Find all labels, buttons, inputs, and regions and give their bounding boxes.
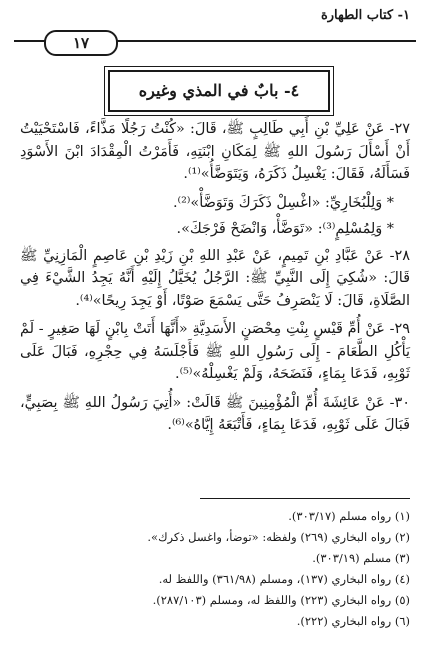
- footnote-5: (٥) رواه البخاري (٢٢٣) واللفظ له، ومسلم (٢٨٧/١٠٣).: [152, 593, 410, 607]
- footnote-2: (٢) رواه البخاري (٢٦٩) ولفظه: «توضأ، واغسل ذكرك».: [147, 530, 410, 544]
- footnotes: [20, 506, 410, 632]
- footnote-3: (٣) مسلم (٣٠٣/١٩).: [312, 551, 410, 565]
- hadith-27: ٢٧- عَنْ عَلِيِّ بْنِ أَبِي طَالِبٍ ﷺ، قَالَ: «كُنْتُ رَجُلًا مَذَّاءً، فَاسْتَحْيَيْتُ أَنْ أَسْأَلَ رَسُولَ اللهِ ﷺ لِمَكَانِ ابْنَتِهِ، فَأَمَرْتُ الْمِقْدَادَ ابْنَ الأَسْوَدِ فَسَأَلَهُ، فَقَالَ: يَغْسِلُ ذَكَرَهُ، وَيَتَوَضَّأُ»⁽¹⁾.: [20, 121, 410, 182]
- footnote-1: (١) رواه مسلم (٣٠٣/١٧).: [288, 509, 410, 523]
- page-number-badge: ١٧: [44, 30, 118, 56]
- hadith-body: [20, 118, 410, 443]
- hadith-30: ٣٠- عَنْ عَائِشَةَ أُمِّ الْمُؤْمِنِينَ ﷺ قَالَتْ: «أُتِيَ رَسُولُ اللهِ ﷺ بِصَبِيٍّ، فَبَالَ عَلَى ثَوْبِهِ، فَدَعَا بِمَاءٍ، فَأَتْبَعَهُ إِيَّاهُ»⁽⁶⁾.: [20, 394, 410, 433]
- hadith-29: ٢٩- عَنْ أُمِّ قَيْسٍ بِنْتِ مِحْصَنٍ الأَسَدِيَّةِ «أَنَّهَا أَتَتْ بِابْنٍ لَهَا صَغِيرٍ - لَمْ يَأْكُلِ الطَّعَامَ - إِلَى رَسُولِ اللهِ ﷺ فَأَجْلَسَهُ فِي حِجْرِهِ، فَبَالَ عَلَى ثَوْبِهِ، فَدَعَا بِمَاءٍ، فَنَضَحَهُ، وَلَمْ يَغْسِلْهُ»⁽⁵⁾.: [20, 321, 410, 382]
- hadith-27-bukhari-variant: * وَلِلْبُخَارِيِّ: «اغْسِلْ ذَكَرَكَ وَتَوَضَّأْ»⁽²⁾.: [172, 194, 394, 211]
- footnote-6: (٦) رواه البخاري (٢٢٢).: [296, 614, 410, 628]
- chapter-title: ٤- بابٌ في المذي وغيره: [108, 70, 330, 112]
- footnote-divider: [200, 498, 410, 499]
- hadith-27-muslim-variant: * وَلِمُسْلِمٍ⁽³⁾: «تَوَضَّأْ، وَانْضَحْ فَرْجَكَ».: [176, 221, 394, 237]
- footnote-4: (٤) رواه البخاري (١٣٧)، ومسلم (٣٦١/٩٨) واللفظ له.: [158, 572, 410, 586]
- running-header-title: ١- كتاب الطهارة: [320, 8, 410, 23]
- hadith-28: ٢٨- عَنْ عَبَّادِ بْنِ تَمِيمٍ، عَنْ عَبْدِ اللهِ بْنِ زَيْدِ بْنِ عَاصِمٍ الْمَازِنِيِّ ﷺ قَالَ: «شُكِيَ إِلَى النَّبِيِّ ﷺ: الرَّجُلُ يُخَيَّلُ إِلَيْهِ أَنَّهُ يَجِدُ الشَّيْءَ فِي الصَّلَاةِ، قَالَ: لَا يَنْصَرِفُ حَتَّى يَسْمَعَ صَوْتًا، أَوْ يَجِدَ رِيحًا»⁽⁴⁾.: [20, 247, 410, 309]
